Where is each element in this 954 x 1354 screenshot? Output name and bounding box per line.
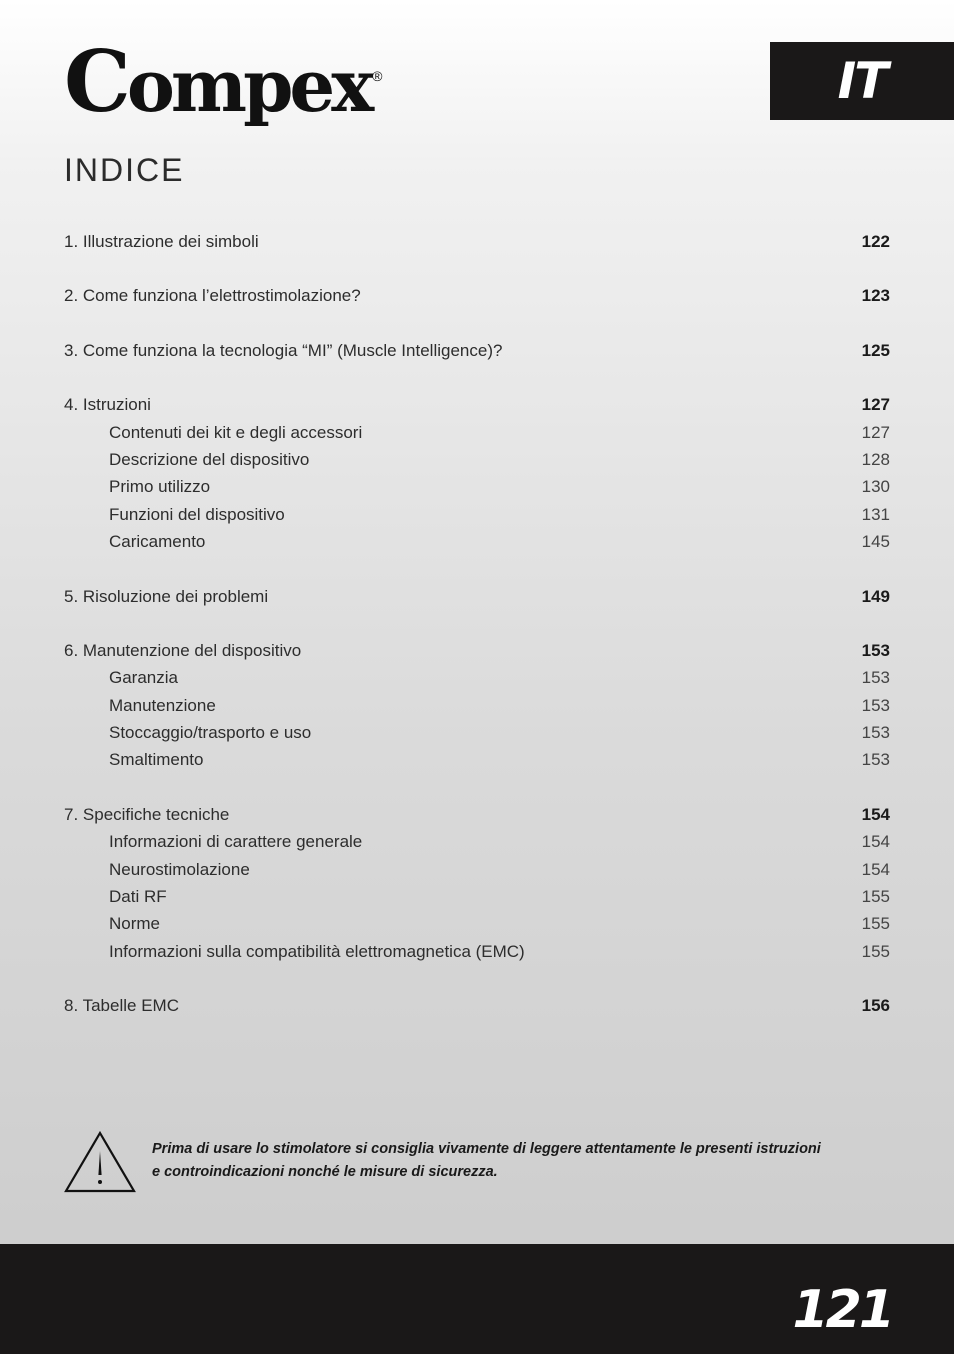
toc-entry[interactable]: [64, 583, 890, 610]
toc-entry-label: Stoccaggio/trasporto e uso: [109, 723, 312, 743]
toc-entry-page: 145: [861, 532, 890, 552]
toc-entry[interactable]: [64, 992, 890, 1019]
warning-line-1: Prima di usare lo stimolatore si consiglia vivamente di leggere attentamente le presenti istruzioni: [152, 1141, 821, 1157]
toc-entry-label: 2. Come funziona l’elettrostimolazione?: [64, 286, 361, 306]
toc-entry-page: 153: [861, 723, 890, 743]
toc-section: [64, 992, 890, 1019]
toc-section: [64, 637, 890, 774]
toc-entry-label: 7. Specifiche tecniche: [64, 804, 230, 824]
toc-entry-label: Contenuti dei kit e degli accessori: [109, 422, 363, 442]
toc-subentry[interactable]: [64, 528, 890, 555]
toc-subentry[interactable]: [64, 828, 890, 855]
toc-entry-page: 153: [861, 640, 890, 660]
toc-entry-label: Smaltimento: [109, 750, 204, 770]
toc-entry-page: 154: [861, 859, 890, 879]
safety-warning: [64, 1130, 894, 1194]
toc-section: [64, 801, 890, 965]
toc-entry-label: Informazioni di carattere generale: [109, 832, 363, 852]
toc-section: [64, 228, 890, 255]
toc-entry-page: 128: [861, 449, 890, 469]
toc-subentry[interactable]: [64, 446, 890, 473]
toc-entry-page: 122: [861, 232, 890, 251]
logo-wordmark: Compex: [64, 32, 371, 131]
toc-entry-page: 153: [861, 668, 890, 688]
toc-entry[interactable]: [64, 337, 890, 364]
toc-entry-label: Dati RF: [109, 887, 167, 907]
toc-subentry[interactable]: [64, 856, 890, 883]
toc-entry[interactable]: [64, 228, 890, 255]
toc-entry-page: 153: [861, 695, 890, 715]
toc-entry-label: Primo utilizzo: [109, 477, 211, 497]
toc-subentry[interactable]: [64, 501, 890, 528]
toc-entry-label: Descrizione del dispositivo: [109, 449, 310, 469]
toc-entry-label: Manutenzione: [109, 695, 216, 715]
toc-entry-page: 155: [861, 887, 890, 907]
page-number: 121: [792, 1280, 892, 1340]
toc-entry-page: 149: [861, 586, 890, 606]
toc-entry-label: Funzioni del dispositivo: [109, 504, 285, 524]
toc-entry-page: 127: [861, 422, 890, 442]
toc-entry-label: 4. Istruzioni: [64, 395, 151, 415]
toc-entry-page: 155: [861, 914, 890, 934]
page-title: INDICE: [64, 152, 185, 188]
warning-line-2: e controindicazioni nonché le misure di sicurezza.: [152, 1164, 498, 1180]
toc-subentry[interactable]: [64, 473, 890, 500]
toc-entry-label: 8. Tabelle EMC: [64, 996, 179, 1016]
toc-subentry[interactable]: [64, 938, 890, 965]
warning-text: [152, 1138, 821, 1184]
toc-section: [64, 337, 890, 364]
warning-triangle-icon: [64, 1130, 136, 1194]
toc-subentry[interactable]: [64, 664, 890, 691]
toc-subentry[interactable]: [64, 746, 890, 773]
toc-entry-page: 156: [861, 996, 890, 1016]
toc-entry-label: 3. Come funziona la tecnologia “MI” (Muscle Intelligence)?: [64, 340, 503, 360]
toc-entry[interactable]: [64, 391, 890, 418]
toc-entry-label: Garanzia: [109, 668, 178, 688]
toc-subentry[interactable]: [64, 910, 890, 937]
toc-subentry[interactable]: [64, 692, 890, 719]
toc-entry-page: 131: [861, 504, 890, 524]
toc-entry-label: Informazioni sulla compatibilità elettromagnetica (EMC): [109, 941, 525, 961]
toc-subentry[interactable]: [64, 883, 890, 910]
toc-entry[interactable]: [64, 282, 890, 309]
table-of-contents: [64, 228, 890, 1047]
registered-mark: ®: [372, 68, 383, 84]
toc-entry[interactable]: [64, 637, 890, 664]
toc-entry-page: 154: [861, 832, 890, 852]
toc-entry-page: 127: [861, 395, 890, 415]
toc-entry-page: 155: [861, 941, 890, 961]
toc-entry-page: 153: [861, 750, 890, 770]
toc-entry-label: Norme: [109, 914, 161, 934]
toc-section: [64, 282, 890, 309]
footer-bar: [0, 1244, 954, 1354]
toc-section: [64, 391, 890, 555]
toc-entry-label: 6. Manutenzione del dispositivo: [64, 640, 302, 660]
toc-entry-label: 5. Risoluzione dei problemi: [64, 586, 269, 606]
toc-entry-label: Caricamento: [109, 532, 206, 552]
toc-entry-page: 130: [861, 477, 890, 497]
toc-entry-page: 125: [861, 340, 890, 360]
toc-entry-label: Neurostimolazione: [109, 859, 250, 879]
toc-entry-page: 123: [861, 286, 890, 306]
toc-entry[interactable]: [64, 801, 890, 828]
toc-section: [64, 583, 890, 610]
compex-logo: [64, 32, 383, 131]
toc-subentry[interactable]: [64, 719, 890, 746]
language-tab: IT: [770, 42, 954, 120]
toc-entry-page: 154: [861, 804, 890, 824]
toc-entry-label: 1. Illustrazione dei simboli: [64, 232, 259, 251]
toc-subentry[interactable]: [64, 419, 890, 446]
